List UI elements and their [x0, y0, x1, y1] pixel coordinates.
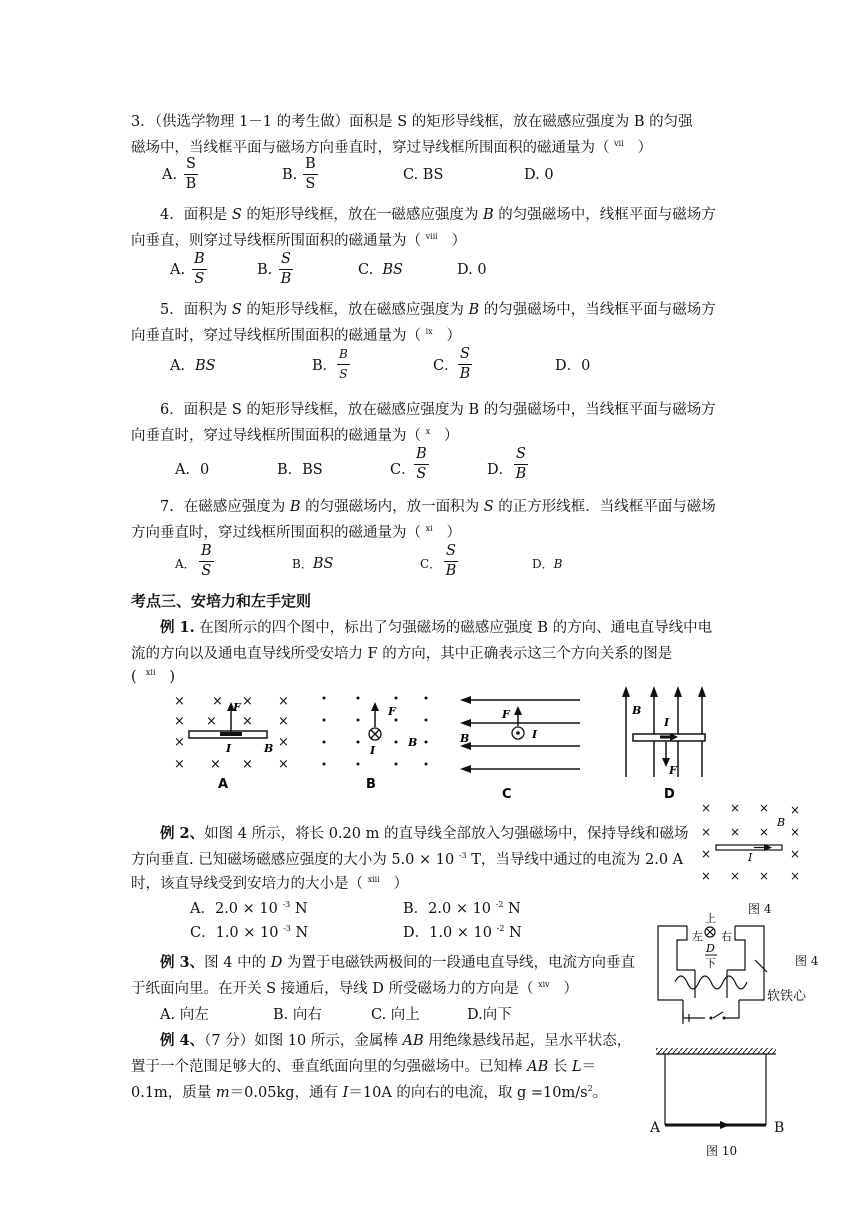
ex3-fig-down-label: 下 [705, 957, 716, 970]
svg-text:×: × [242, 757, 253, 772]
ex1-fig-c-caption: C [502, 787, 512, 802]
ex2-line3: 时，该直导线受到安培力的大小是（ $^{xiii}$ ） [131, 875, 409, 892]
q5-option-c-fraction[interactable]: $\frac{S}{B}$ [459, 346, 471, 382]
q6-option-d-fraction[interactable]: $\frac{S}{B}$ [515, 446, 527, 482]
q6-option-a[interactable]: A．0 [175, 462, 210, 478]
svg-text:×: × [701, 869, 712, 883]
ex3-figure-caption: 图 4 [795, 954, 819, 968]
ex4-line3: 0.1m，质量 m＝0.05kg，通有 I＝10A 的向右的电流，取 $g =10m/s^2$。 [131, 1084, 608, 1101]
ex1-fig-a-f-label: F [233, 701, 241, 714]
svg-text:×: × [242, 694, 253, 709]
q3-option-a-fraction[interactable]: $\frac{S}{B}$ [185, 156, 197, 192]
q7-option-d[interactable]: D．B [532, 557, 563, 571]
q4-option-d[interactable]: D. 0 [457, 262, 487, 278]
q7-option-a-label[interactable]: A． [175, 557, 196, 571]
q3-line1: 3．（供选学物理 1－1 的考生做）面积是 S 的矩形导线框，放在磁感应强度为 B 的匀强 [131, 114, 693, 130]
ex3-fig-left-label: 左 [692, 930, 703, 943]
q4-line2: 向垂直，则穿过导线框所围面积的磁通量为（ $^{viii}$ ） [131, 232, 467, 249]
svg-text:×: × [701, 825, 712, 839]
q6-option-b[interactable]: B．BS [277, 462, 323, 478]
ex4-fig-a-label: A [650, 1120, 661, 1136]
ex1-fig-c-b-label: B [460, 732, 470, 745]
ex1-figure-c[interactable] [458, 690, 583, 805]
ex3-figure[interactable] [655, 910, 765, 1030]
q6-option-d-label[interactable]: D． [487, 462, 514, 478]
svg-text:×: × [730, 825, 741, 839]
ex1-fig-b-i-label: I [370, 744, 376, 757]
q3-option-d[interactable]: D. 0 [524, 167, 554, 183]
svg-text:×: × [730, 801, 741, 815]
q7-line2: 方向垂直时，穿过线框所围面积的磁通量为（ $^{xi}$ ） [131, 524, 462, 541]
q5-option-b-label[interactable]: B． [312, 358, 338, 374]
ex2-option-a[interactable]: A．2.0 × 10 $^{-3}$ N [190, 900, 308, 917]
ex1-fig-b-f-label: F [388, 705, 396, 718]
svg-text:×: × [730, 869, 741, 883]
q3-option-a-label[interactable]: A. [162, 167, 178, 183]
ex4-figure[interactable] [650, 1045, 780, 1135]
q7-option-b[interactable]: B．BS [292, 556, 334, 572]
svg-text:×: × [278, 757, 289, 772]
svg-text:×: × [174, 714, 185, 729]
ex1-line2: 流的方向以及通电直导线所受安培力 F 的方向，其中正确表示这三个方向关系的图是 [131, 646, 673, 662]
ex1-figure-a[interactable] [170, 690, 295, 790]
ex3-fig-d-label: D [706, 942, 715, 955]
q3-option-b-fraction[interactable]: $\frac{B}{S}$ [305, 156, 316, 192]
q7-option-a-fraction[interactable]: $\frac{B}{S}$ [201, 543, 212, 579]
svg-text:×: × [278, 735, 289, 750]
q4-option-a-label[interactable]: A. [170, 262, 186, 278]
ex4-figure-caption: 图 10 [706, 1144, 738, 1158]
svg-text:×: × [174, 735, 185, 750]
svg-text:×: × [790, 847, 801, 861]
q4-option-c[interactable]: C. BS [358, 262, 403, 278]
ex3-option-d[interactable]: D.向下 [467, 1007, 512, 1023]
ex2-fig-i-label: I [748, 851, 753, 864]
q4-option-a-fraction[interactable]: $\frac{B}{S}$ [194, 251, 205, 287]
ex1-fig-c-f-label: F [502, 708, 510, 721]
svg-text:×: × [759, 801, 770, 815]
q5-line2: 向垂直时，穿过导线框所围面积的磁通量为（ $^{ix}$ ） [131, 327, 462, 344]
q4-option-b-label[interactable]: B. [257, 262, 273, 278]
q3-option-c[interactable]: C. BS [403, 167, 444, 183]
ex3-fig-up-label: 上 [705, 912, 716, 925]
ex4-fig-b-label: B [774, 1120, 785, 1136]
ex2-figure-caption: 图 4 [748, 902, 772, 916]
svg-text:×: × [278, 714, 289, 729]
ex2-option-b[interactable]: B．2.0 × 10 $^{-2}$ N [403, 900, 521, 917]
ex1-fig-d-i-label: I [664, 716, 670, 729]
q5-option-c-label[interactable]: C． [433, 358, 459, 374]
q7-line1: 7．在磁感应强度为 B 的匀强磁场内，放一面积为 S 的正方形线框．当线框平面与磁场 [160, 499, 716, 515]
q6-line2: 向垂直时，穿过导线框所围面积的磁通量为（ $^x$ ） [131, 427, 459, 444]
ex1-fig-a-caption: A [218, 777, 229, 792]
q3-option-b-label[interactable]: B. [282, 167, 298, 183]
ex1-fig-d-f-label: F [669, 764, 677, 777]
ex1-line1: 例 1. 在图所示的四个图中，标出了匀强磁场的磁感应强度 B 的方向、通电直导线中电 [160, 619, 713, 636]
ex2-option-c[interactable]: C．1.0 × 10 $^{-3}$ N [190, 924, 309, 941]
ex1-fig-d-b-label: B [632, 704, 642, 717]
ex3-core-label: 软铁心 [767, 989, 807, 1004]
ex1-answer-bracket: ( $^{xii}$ ) [131, 668, 176, 685]
svg-text:×: × [790, 869, 801, 883]
svg-text:×: × [174, 757, 185, 772]
ex1-fig-a-i-label: I [226, 742, 232, 755]
svg-text:×: × [212, 694, 223, 709]
q7-option-c-fraction[interactable]: $\frac{S}{B}$ [445, 543, 457, 579]
svg-text:×: × [790, 803, 801, 817]
ex1-fig-b-b-label: B [408, 736, 418, 749]
section-heading: 考点三、安培力和左手定则 [131, 592, 312, 610]
svg-text:×: × [210, 757, 221, 772]
ex1-fig-d-caption: D [664, 787, 675, 802]
svg-text:×: × [206, 714, 217, 729]
ex1-figure-b[interactable] [318, 690, 438, 790]
ex2-figure[interactable] [696, 798, 806, 888]
svg-text:×: × [790, 825, 801, 839]
ex3-option-b[interactable]: B. 向右 [273, 1007, 322, 1023]
svg-text:×: × [174, 694, 185, 709]
q3-line2: 磁场中，当线框平面与磁场方向垂直时，穿过导线框所围面积的磁通量为（ $^{vii}$ ） [131, 139, 653, 156]
svg-text:×: × [278, 694, 289, 709]
ex2-line1: 例 2、如图 4 所示，将长 0.20 m 的直导线全部放入匀强磁场中，保持导线和磁场 [160, 825, 689, 842]
q6-option-c-fraction[interactable]: $\frac{B}{S}$ [416, 446, 427, 482]
ex1-fig-b-caption: B [366, 777, 376, 792]
ex3-fig-right-label: 右 [721, 930, 732, 943]
ex2-fig-b-label: B [777, 816, 786, 829]
q4-line1: 4．面积是 S 的矩形导线框，放在一磁感应强度为 B 的匀强磁场中，线框平面与磁场方 [160, 207, 716, 223]
ex1-figure-d[interactable] [612, 682, 712, 807]
ex3-line2: 于纸面向里。在开关 S 接通后，导线 D 所受磁场力的方向是（ $^{xiv}$ ） [131, 980, 579, 997]
ex3-option-a[interactable]: A. 向左 [160, 1007, 209, 1023]
ex4-line1: 例 4、（7 分）如图 10 所示，金属棒 AB 用绝缘悬线吊起，呈水平状态， [160, 1032, 632, 1049]
svg-text:×: × [759, 869, 770, 883]
q5-line1: 5．面积为 S 的矩形导线框，放在磁感应强度为 B 的匀强磁场中，当线框平面与磁场方 [160, 302, 716, 318]
ex2-option-d[interactable]: D．1.0 × 10 $^{-2}$ N [403, 924, 522, 941]
q5-option-d[interactable]: D．0 [555, 358, 591, 374]
q7-option-c-label[interactable]: C． [420, 557, 442, 571]
ex3-option-c[interactable]: C. 向上 [371, 1007, 420, 1023]
ex3-line1: 例 3、图 4 中的 D 为置于电磁铁两极间的一段通电直导线，电流方向垂直 [160, 954, 635, 971]
svg-text:×: × [701, 801, 712, 815]
svg-text:×: × [701, 847, 712, 861]
q6-line1: 6．面积是 S 的矩形导线框，放在磁感应强度为 B 的匀强磁场中，当线框平面与磁场方 [160, 402, 716, 418]
ex2-line2: 方向垂直. 已知磁场磁感应强度的大小为 5.0 × 10 $^{-3}$ T，当导线中通过的电流为 2.0 A [131, 851, 684, 868]
q5-option-b-fraction[interactable]: $\frac{B}{S}$ [339, 347, 348, 381]
svg-text:×: × [242, 714, 253, 729]
ex1-fig-c-i-label: I [532, 728, 538, 741]
svg-text:×: × [759, 825, 770, 839]
q4-option-b-fraction[interactable]: $\frac{S}{B}$ [280, 251, 292, 287]
ex1-fig-a-b-label: B [264, 742, 274, 755]
ex4-line2: 置于一个范围足够大的、垂直纸面向里的匀强磁场中。已知棒 AB 长 L＝ [131, 1059, 597, 1075]
q5-option-a[interactable]: A．BS [170, 358, 216, 374]
q6-option-c-label[interactable]: C． [390, 462, 416, 478]
